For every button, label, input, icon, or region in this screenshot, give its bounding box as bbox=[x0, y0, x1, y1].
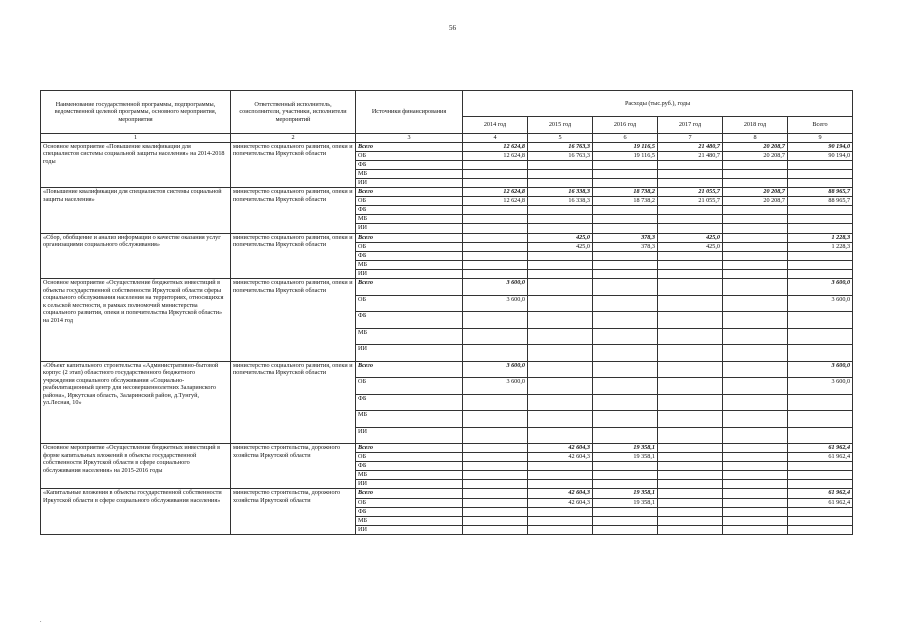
year-value: 21 480,7 bbox=[658, 151, 723, 160]
year-value bbox=[723, 507, 788, 516]
year-value bbox=[723, 295, 788, 312]
year-value bbox=[658, 378, 723, 395]
responsible-executor: министерство социального развития, опеки и попечительства Иркутской области bbox=[231, 361, 356, 444]
year-value: 12 624,8 bbox=[463, 197, 528, 206]
total-value: 1 228,3 bbox=[788, 242, 853, 251]
funding-source: ОБ bbox=[356, 378, 463, 395]
year-value bbox=[463, 462, 528, 471]
funding-source: ФБ bbox=[356, 251, 463, 260]
responsible-executor: министерство социального развития, опеки и попечительства Иркутской области bbox=[231, 142, 356, 187]
year-value bbox=[723, 394, 788, 411]
column-number: 5 bbox=[528, 134, 593, 143]
year-value bbox=[723, 160, 788, 169]
year-value bbox=[528, 206, 593, 215]
total-value bbox=[788, 251, 853, 260]
funding-source: ОБ bbox=[356, 242, 463, 251]
column-number: 7 bbox=[658, 134, 723, 143]
year-value bbox=[463, 178, 528, 187]
table-row bbox=[41, 361, 853, 378]
funding-source: ФБ bbox=[356, 394, 463, 411]
year-value bbox=[528, 345, 593, 362]
activity-name: «Объект капитального строительства «Административно-бытовой корпус (2 этап) областного государственного бюджетного учреждения социального обслуживания «Социально-реабилитационный центр для несовершеннолетних Заларинского района», Иркутская область, Заларинский район, д.Тунгуй, ул.Лесная, 10» bbox=[41, 361, 231, 444]
year-value bbox=[658, 345, 723, 362]
funding-source: ИИ bbox=[356, 480, 463, 489]
total-value: 3 600,0 bbox=[788, 279, 853, 296]
year-value bbox=[463, 394, 528, 411]
column-number: 9 bbox=[788, 134, 853, 143]
total-value bbox=[788, 224, 853, 233]
year-value bbox=[593, 312, 658, 329]
header-total: Всего bbox=[788, 117, 853, 134]
year-value bbox=[593, 462, 658, 471]
year-value bbox=[528, 411, 593, 428]
year-value bbox=[658, 160, 723, 169]
activity-name: Основное мероприятие «Осуществление бюджетных инвестиций в объекты государственной собственности Иркутской области сферы социального обслуживания населения на территориях, относящихся к сельской местности, в рамках полномочий министерства социального развития, опеки и попечительства Иркутской области» на 2014 год bbox=[41, 279, 231, 362]
funding-source: ФБ bbox=[356, 160, 463, 169]
year-value bbox=[658, 251, 723, 260]
funding-source: ОБ bbox=[356, 197, 463, 206]
activity-name: Основное мероприятие «Осуществление бюджетных инвестиций в форме капитальных вложений в объекты государственной собственности Иркутской области в сфере социального обслуживания населения» на 2015-2016 годы bbox=[41, 444, 231, 489]
year-value bbox=[463, 160, 528, 169]
year-value: 378,3 bbox=[593, 233, 658, 242]
year-value: 16 338,3 bbox=[528, 197, 593, 206]
responsible-executor: министерство социального развития, опеки и попечительства Иркутской области bbox=[231, 188, 356, 233]
year-value bbox=[723, 489, 788, 498]
table-row bbox=[41, 142, 853, 151]
year-value bbox=[593, 427, 658, 444]
year-value: 3 600,0 bbox=[463, 361, 528, 378]
year-value bbox=[528, 471, 593, 480]
year-value bbox=[528, 169, 593, 178]
total-value bbox=[788, 507, 853, 516]
year-value bbox=[723, 242, 788, 251]
year-value bbox=[463, 489, 528, 498]
year-value bbox=[463, 206, 528, 215]
year-value bbox=[723, 444, 788, 453]
column-number: 4 bbox=[463, 134, 528, 143]
year-value bbox=[658, 224, 723, 233]
activity-name: «Повышение квалификации для специалистов системы социальной защиты населения» bbox=[41, 188, 231, 233]
year-value bbox=[463, 224, 528, 233]
year-value bbox=[658, 525, 723, 534]
year-value bbox=[593, 378, 658, 395]
year-value: 20 208,7 bbox=[723, 197, 788, 206]
year-value: 19 358,1 bbox=[593, 498, 658, 507]
table-row bbox=[41, 279, 853, 296]
funding-source: ОБ bbox=[356, 498, 463, 507]
year-value: 18 738,2 bbox=[593, 197, 658, 206]
year-value: 3 600,0 bbox=[463, 295, 528, 312]
funding-source: ФБ bbox=[356, 206, 463, 215]
year-value: 425,0 bbox=[658, 233, 723, 242]
year-value bbox=[463, 269, 528, 278]
year-value bbox=[723, 215, 788, 224]
year-value bbox=[723, 233, 788, 242]
year-value bbox=[463, 507, 528, 516]
year-value bbox=[528, 160, 593, 169]
year-value bbox=[528, 312, 593, 329]
year-value bbox=[658, 260, 723, 269]
year-value bbox=[593, 471, 658, 480]
funding-source: ИИ bbox=[356, 427, 463, 444]
funding-source: Всего bbox=[356, 279, 463, 296]
year-value: 20 208,7 bbox=[723, 151, 788, 160]
year-value bbox=[658, 462, 723, 471]
responsible-executor: министерство социального развития, опеки и попечительства Иркутской области bbox=[231, 279, 356, 362]
year-value bbox=[723, 411, 788, 428]
year-value bbox=[593, 516, 658, 525]
activity-name: «Сбор, обобщение и анализ информации о качестве оказания услуг организациями социального обслуживания» bbox=[41, 233, 231, 278]
margin-mark: . bbox=[40, 618, 42, 624]
year-value bbox=[658, 453, 723, 462]
year-value bbox=[593, 507, 658, 516]
total-value: 61 962,4 bbox=[788, 489, 853, 498]
total-value bbox=[788, 480, 853, 489]
year-value bbox=[723, 279, 788, 296]
table-row bbox=[41, 444, 853, 453]
year-value bbox=[723, 498, 788, 507]
year-value bbox=[723, 328, 788, 345]
year-value bbox=[463, 453, 528, 462]
year-value bbox=[723, 312, 788, 329]
year-value: 425,0 bbox=[528, 233, 593, 242]
year-value bbox=[463, 260, 528, 269]
funding-source: МБ bbox=[356, 471, 463, 480]
column-numbers-row bbox=[41, 134, 853, 143]
total-value: 3 600,0 bbox=[788, 295, 853, 312]
page-number: 56 bbox=[449, 24, 456, 32]
total-value: 3 600,0 bbox=[788, 361, 853, 378]
year-value bbox=[658, 427, 723, 444]
year-value: 19 358,1 bbox=[593, 453, 658, 462]
year-value bbox=[528, 328, 593, 345]
year-value: 3 600,0 bbox=[463, 378, 528, 395]
year-value bbox=[658, 178, 723, 187]
year-value bbox=[658, 295, 723, 312]
year-value bbox=[528, 269, 593, 278]
funding-source: Всего bbox=[356, 142, 463, 151]
funding-source: Всего bbox=[356, 489, 463, 498]
year-value bbox=[658, 394, 723, 411]
header-expenses: Расходы (тыс.руб.), годы bbox=[463, 91, 853, 117]
header-source: Источники финансирования bbox=[356, 91, 463, 134]
total-value bbox=[788, 516, 853, 525]
year-value bbox=[593, 251, 658, 260]
year-value: 18 738,2 bbox=[593, 188, 658, 197]
year-value bbox=[658, 507, 723, 516]
year-value bbox=[723, 178, 788, 187]
header-year: 2017 год bbox=[658, 117, 723, 134]
year-value bbox=[723, 525, 788, 534]
year-value bbox=[463, 498, 528, 507]
total-value bbox=[788, 269, 853, 278]
funding-source: МБ bbox=[356, 260, 463, 269]
year-value bbox=[463, 471, 528, 480]
year-value bbox=[463, 345, 528, 362]
funding-source: ФБ bbox=[356, 462, 463, 471]
year-value: 19 116,5 bbox=[593, 151, 658, 160]
year-value bbox=[658, 516, 723, 525]
year-value bbox=[463, 242, 528, 251]
total-value bbox=[788, 345, 853, 362]
year-value bbox=[528, 516, 593, 525]
year-value bbox=[593, 394, 658, 411]
total-value bbox=[788, 427, 853, 444]
year-value bbox=[593, 224, 658, 233]
year-value: 21 055,7 bbox=[658, 197, 723, 206]
activity-name: Основное мероприятие «Повышение квалификации для специалистов системы социальной защиты населения» на 2014-2018 годы bbox=[41, 142, 231, 187]
year-value: 19 358,1 bbox=[593, 444, 658, 453]
funding-source: МБ bbox=[356, 516, 463, 525]
year-value bbox=[528, 427, 593, 444]
total-value bbox=[788, 394, 853, 411]
year-value: 21 055,7 bbox=[658, 188, 723, 197]
total-value bbox=[788, 206, 853, 215]
responsible-executor: министерство строительства, дорожного хозяйства Иркутской области bbox=[231, 444, 356, 489]
funding-source: ИИ bbox=[356, 178, 463, 187]
year-value bbox=[463, 312, 528, 329]
total-value bbox=[788, 328, 853, 345]
funding-source: МБ bbox=[356, 169, 463, 178]
column-number: 1 bbox=[41, 134, 231, 143]
funding-source: Всего bbox=[356, 361, 463, 378]
year-value bbox=[723, 361, 788, 378]
year-value bbox=[463, 444, 528, 453]
responsible-executor: министерство социального развития, опеки и попечительства Иркутской области bbox=[231, 233, 356, 278]
header-year: 2016 год bbox=[593, 117, 658, 134]
funding-source: ОБ bbox=[356, 151, 463, 160]
year-value bbox=[463, 427, 528, 444]
year-value: 21 480,7 bbox=[658, 142, 723, 151]
total-value bbox=[788, 169, 853, 178]
year-value: 12 624,8 bbox=[463, 151, 528, 160]
year-value bbox=[658, 279, 723, 296]
budget-table bbox=[40, 90, 853, 535]
total-value: 61 962,4 bbox=[788, 453, 853, 462]
year-value: 20 208,7 bbox=[723, 142, 788, 151]
total-value bbox=[788, 471, 853, 480]
year-value bbox=[528, 507, 593, 516]
year-value bbox=[528, 260, 593, 269]
column-number: 3 bbox=[356, 134, 463, 143]
total-value: 3 600,0 bbox=[788, 378, 853, 395]
year-value bbox=[593, 411, 658, 428]
total-value: 88 965,7 bbox=[788, 197, 853, 206]
year-value bbox=[593, 345, 658, 362]
year-value bbox=[528, 178, 593, 187]
funding-source: МБ bbox=[356, 215, 463, 224]
total-value: 88 965,7 bbox=[788, 188, 853, 197]
year-value: 16 338,3 bbox=[528, 188, 593, 197]
year-value bbox=[463, 516, 528, 525]
year-value bbox=[593, 279, 658, 296]
year-value: 12 624,8 bbox=[463, 142, 528, 151]
year-value bbox=[528, 480, 593, 489]
total-value bbox=[788, 462, 853, 471]
year-value bbox=[593, 328, 658, 345]
header-year: 2018 год bbox=[723, 117, 788, 134]
year-value bbox=[658, 206, 723, 215]
year-value bbox=[723, 516, 788, 525]
funding-source: ИИ bbox=[356, 345, 463, 362]
table-row bbox=[41, 233, 853, 242]
year-value bbox=[723, 169, 788, 178]
total-value bbox=[788, 215, 853, 224]
year-value bbox=[723, 462, 788, 471]
total-value bbox=[788, 312, 853, 329]
funding-source: МБ bbox=[356, 328, 463, 345]
year-value bbox=[528, 251, 593, 260]
header-executor: Ответственный исполнитель, соисполнители, участники, исполнители мероприятий bbox=[231, 91, 356, 134]
total-value: 1 228,3 bbox=[788, 233, 853, 242]
year-value bbox=[658, 169, 723, 178]
year-value bbox=[658, 471, 723, 480]
year-value bbox=[528, 224, 593, 233]
year-value bbox=[593, 169, 658, 178]
year-value bbox=[658, 480, 723, 489]
funding-source: ОБ bbox=[356, 295, 463, 312]
funding-source: Всего bbox=[356, 233, 463, 242]
year-value bbox=[593, 525, 658, 534]
year-value bbox=[723, 206, 788, 215]
year-value: 19 358,1 bbox=[593, 489, 658, 498]
year-value: 378,3 bbox=[593, 242, 658, 251]
year-value bbox=[528, 394, 593, 411]
header-name: Наименование государственной программы, подпрограммы, ведомственной целевой программы, основного мероприятия, мероприятия bbox=[41, 91, 231, 134]
funding-source: Всего bbox=[356, 188, 463, 197]
year-value: 42 604,3 bbox=[528, 498, 593, 507]
year-value bbox=[593, 160, 658, 169]
year-value bbox=[528, 462, 593, 471]
year-value bbox=[593, 480, 658, 489]
year-value bbox=[658, 361, 723, 378]
table-row bbox=[41, 188, 853, 197]
year-value bbox=[723, 480, 788, 489]
year-value bbox=[463, 169, 528, 178]
total-value: 61 962,4 bbox=[788, 498, 853, 507]
column-number: 2 bbox=[231, 134, 356, 143]
funding-source: ИИ bbox=[356, 525, 463, 534]
year-value bbox=[463, 251, 528, 260]
year-value bbox=[593, 361, 658, 378]
year-value: 20 208,7 bbox=[723, 188, 788, 197]
year-value bbox=[528, 279, 593, 296]
funding-source: МБ bbox=[356, 411, 463, 428]
year-value bbox=[723, 427, 788, 444]
responsible-executor: министерство строительства, дорожного хозяйства Иркутской области bbox=[231, 489, 356, 534]
total-value bbox=[788, 160, 853, 169]
year-value bbox=[723, 345, 788, 362]
year-value: 42 604,3 bbox=[528, 444, 593, 453]
year-value bbox=[463, 525, 528, 534]
funding-source: ФБ bbox=[356, 312, 463, 329]
header-year: 2014 год bbox=[463, 117, 528, 134]
year-value bbox=[593, 295, 658, 312]
table-row bbox=[41, 489, 853, 498]
year-value bbox=[528, 215, 593, 224]
year-value bbox=[463, 215, 528, 224]
funding-source: ОБ bbox=[356, 453, 463, 462]
year-value bbox=[593, 215, 658, 224]
total-value: 90 194,0 bbox=[788, 142, 853, 151]
year-value bbox=[723, 378, 788, 395]
year-value bbox=[463, 411, 528, 428]
year-value bbox=[723, 269, 788, 278]
year-value bbox=[528, 378, 593, 395]
year-value bbox=[658, 269, 723, 278]
year-value: 12 624,8 bbox=[463, 188, 528, 197]
funding-source: ИИ bbox=[356, 224, 463, 233]
year-value bbox=[463, 233, 528, 242]
year-value bbox=[723, 471, 788, 480]
year-value bbox=[658, 312, 723, 329]
year-value bbox=[528, 361, 593, 378]
year-value bbox=[528, 525, 593, 534]
year-value bbox=[658, 498, 723, 507]
column-number: 8 bbox=[723, 134, 788, 143]
column-number: 6 bbox=[593, 134, 658, 143]
funding-source: Всего bbox=[356, 444, 463, 453]
total-value bbox=[788, 525, 853, 534]
year-value: 425,0 bbox=[658, 242, 723, 251]
year-value bbox=[723, 224, 788, 233]
year-value bbox=[463, 480, 528, 489]
total-value: 61 962,4 bbox=[788, 444, 853, 453]
year-value bbox=[593, 260, 658, 269]
year-value bbox=[593, 178, 658, 187]
year-value: 16 763,3 bbox=[528, 151, 593, 160]
year-value bbox=[658, 328, 723, 345]
table-body bbox=[41, 142, 853, 534]
year-value bbox=[593, 269, 658, 278]
year-value bbox=[658, 215, 723, 224]
year-value: 19 116,5 bbox=[593, 142, 658, 151]
funding-source: ИИ bbox=[356, 269, 463, 278]
year-value bbox=[658, 444, 723, 453]
year-value: 42 604,3 bbox=[528, 453, 593, 462]
total-value bbox=[788, 260, 853, 269]
activity-name: «Капитальные вложения в объекты государственной собственности Иркутской области в сфере социального обслуживания населения» bbox=[41, 489, 231, 534]
year-value bbox=[528, 295, 593, 312]
year-value: 425,0 bbox=[528, 242, 593, 251]
year-value: 3 600,0 bbox=[463, 279, 528, 296]
total-value bbox=[788, 178, 853, 187]
year-value bbox=[593, 206, 658, 215]
year-value: 16 763,3 bbox=[528, 142, 593, 151]
header-year: 2015 год bbox=[528, 117, 593, 134]
total-value: 90 194,0 bbox=[788, 151, 853, 160]
year-value bbox=[658, 411, 723, 428]
year-value bbox=[723, 260, 788, 269]
year-value: 42 604,3 bbox=[528, 489, 593, 498]
funding-source: ФБ bbox=[356, 507, 463, 516]
year-value bbox=[723, 251, 788, 260]
year-value bbox=[723, 453, 788, 462]
year-value bbox=[463, 328, 528, 345]
total-value bbox=[788, 411, 853, 428]
year-value bbox=[658, 489, 723, 498]
